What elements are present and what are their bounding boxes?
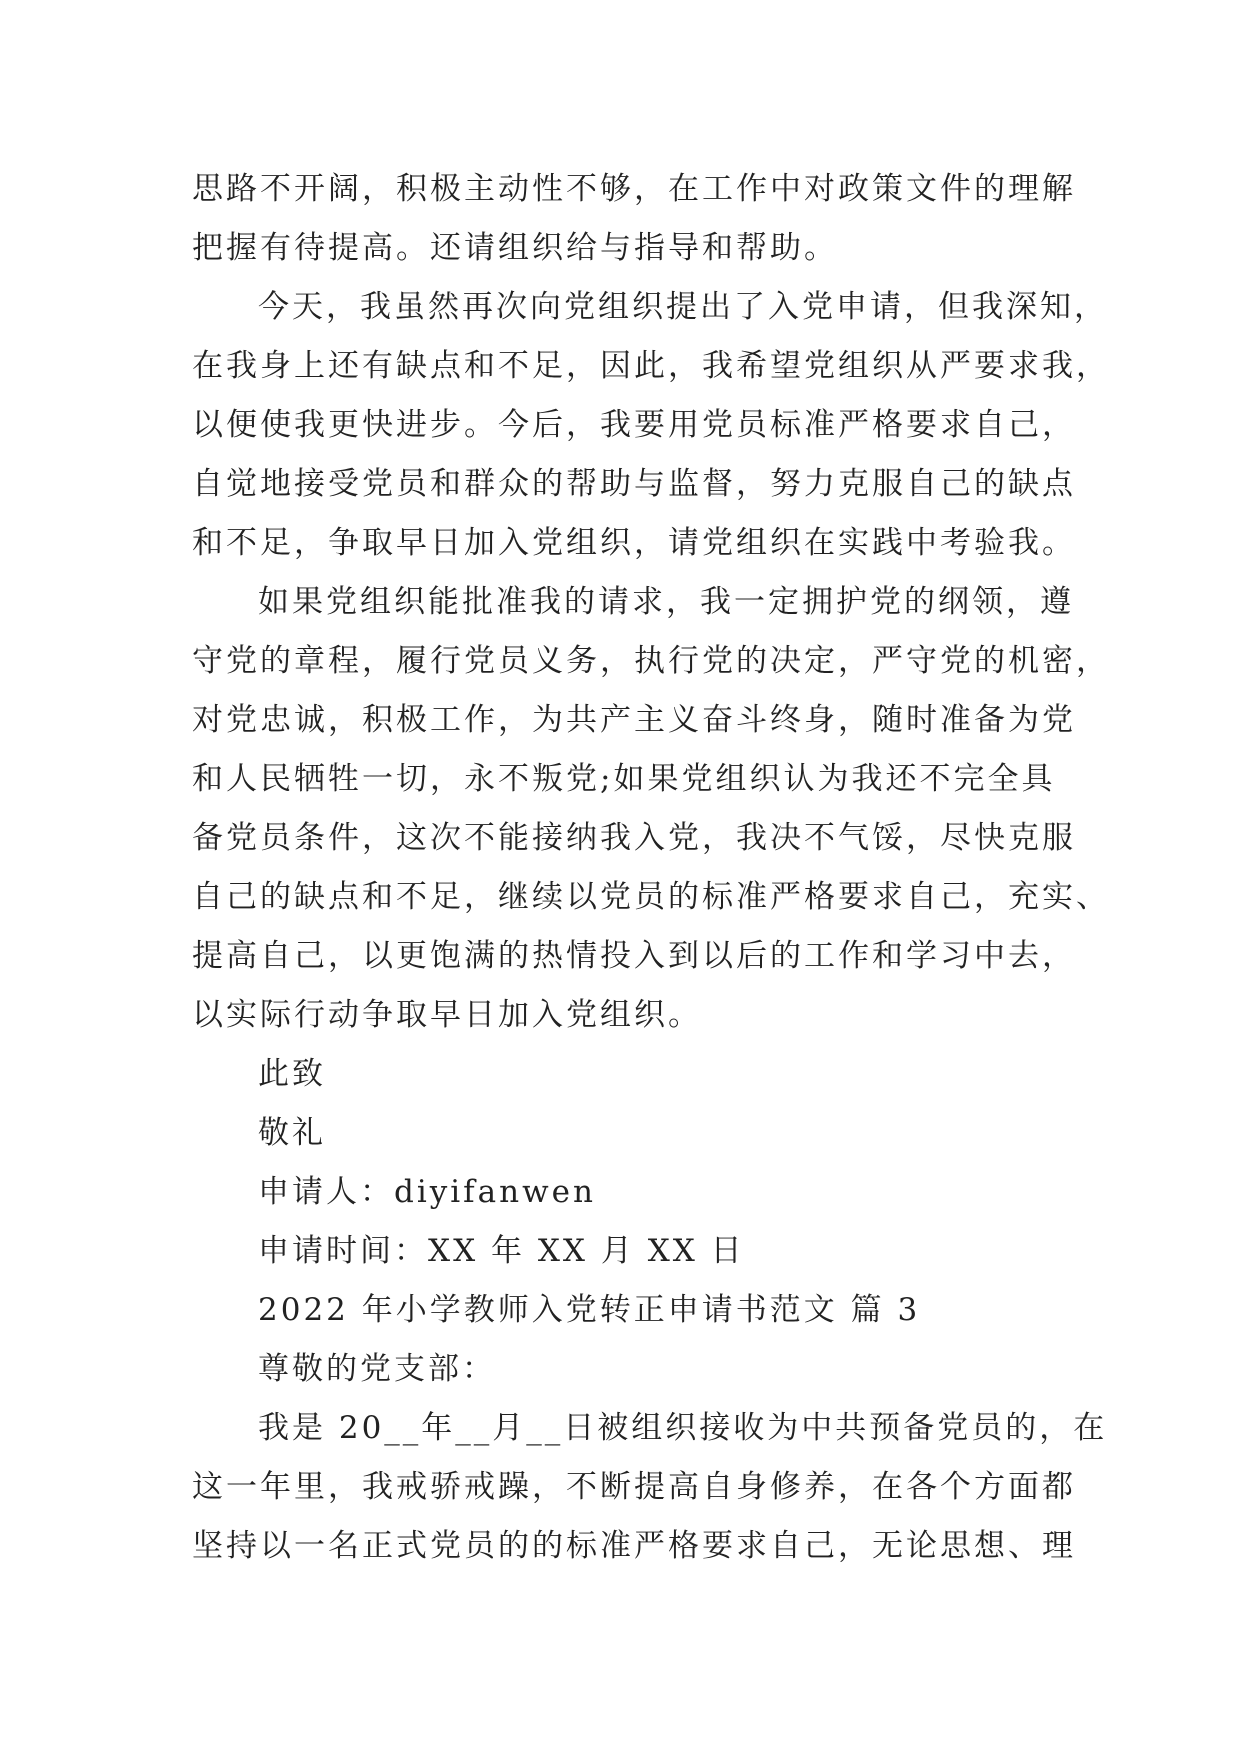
paragraph-line: 这一年里，我戒骄戒躁，不断提高自身修养，在各个方面都 xyxy=(192,1469,1076,1505)
paragraph-line: 自觉地接受党员和群众的帮助与监督，努力克服自己的缺点 xyxy=(192,466,1076,502)
paragraph-line: 我是 20__年__月__日被组织接收为中共预备党员的，在 xyxy=(258,1410,1108,1446)
paragraph-line: 和人民牺牲一切，永不叛党;如果党组织认为我还不完全具 xyxy=(192,761,1056,797)
paragraph-line: 自己的缺点和不足，继续以党员的标准严格要求自己，充实、 xyxy=(192,879,1110,915)
closing-salutation: 此致 xyxy=(258,1056,326,1092)
paragraph-line: 提高自己，以更饱满的热情投入到以后的工作和学习中去， xyxy=(192,938,1076,974)
paragraph-line: 在我身上还有缺点和不足，因此，我希望党组织从严要求我， xyxy=(192,348,1110,384)
paragraph-line: 守党的章程，履行党员义务，执行党的决定，严守党的机密， xyxy=(192,643,1110,679)
paragraph-line: 今天，我虽然再次向党组织提出了入党申请，但我深知， xyxy=(258,289,1108,325)
applicant-name: 申请人：diyifanwen xyxy=(258,1174,596,1210)
paragraph-line: 对党忠诚，积极工作，为共产主义奋斗终身，随时准备为党 xyxy=(192,702,1076,738)
paragraph-line: 以便使我更快进步。今后，我要用党员标准严格要求自己， xyxy=(192,407,1076,443)
paragraph-line: 思路不开阔，积极主动性不够，在工作中对政策文件的理解 xyxy=(192,171,1076,207)
paragraph-line: 和不足，争取早日加入党组织，请党组织在实践中考验我。 xyxy=(192,525,1076,561)
paragraph-line: 坚持以一名正式党员的的标准严格要求自己，无论思想、理 xyxy=(192,1528,1076,1564)
document-body xyxy=(192,160,1110,1576)
paragraph-line: 把握有待提高。还请组织给与指导和帮助。 xyxy=(192,230,838,266)
section-title: 2022 年小学教师入党转正申请书范文 篇 3 xyxy=(258,1292,921,1328)
application-date: 申请时间：XX 年 XX 月 XX 日 xyxy=(258,1233,745,1269)
paragraph-line: 如果党组织能批准我的请求，我一定拥护党的纲领，遵 xyxy=(258,584,1074,620)
paragraph-line: 备党员条件，这次不能接纳我入党，我决不气馁，尽快克服 xyxy=(192,820,1076,856)
paragraph-line: 以实际行动争取早日加入党组织。 xyxy=(192,997,702,1033)
greeting: 尊敬的党支部： xyxy=(258,1351,496,1387)
closing-regards: 敬礼 xyxy=(258,1115,326,1151)
